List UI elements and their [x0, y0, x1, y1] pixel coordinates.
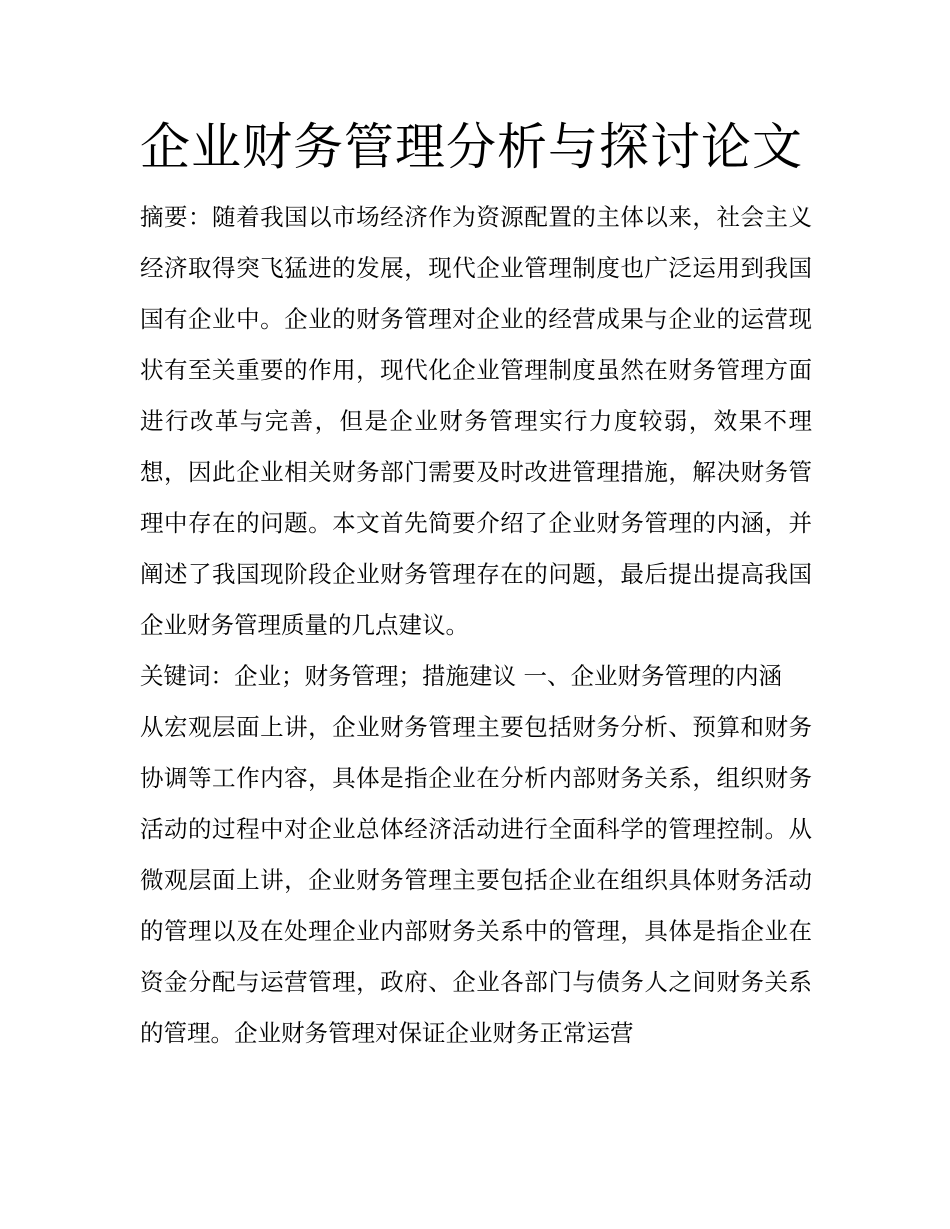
body-paragraph: 从宏观层面上讲，企业财务管理主要包括财务分析、预算和财务协调等工作内容，具体是指企业在分析内部财务关系，组织财务活动的过程中对企业总体经济活动进行全面科学的管理控制。从微观层面上讲，企业财务管理主要包括企业在组织具体财务活动的管理以及在处理企业内部财务关系中的管理，具体是指企业在资金分配与运营管理，政府、企业各部门与债务人之间财务关系的管理。企业财务管理对保证企业财务正常运营 [140, 713, 812, 1047]
document-page [140, 112, 812, 1059]
document-title: 企业财务管理分析与探讨论文 [140, 118, 803, 176]
keywords-and-section-heading: 关键词：企业；财务管理；措施建议 一、企业财务管理的内涵 [140, 662, 782, 690]
abstract-paragraph: 摘要：随着我国以市场经济作为资源配置的主体以来，社会主义经济取得突飞猛进的发展，现代企业管理制度也广泛运用到我国国有企业中。企业的财务管理对企业的经营成果与企业的运营现状有至关重要的作用，现代化企业管理制度虽然在财务管理方面进行改革与完善，但是企业财务管理实行力度较弱，效果不理想，因此企业相关财务部门需要及时改进管理措施，解决财务管理中存在的问题。本文首先简要介绍了企业财务管理的内涵，并阐述了我国现阶段企业财务管理存在的问题，最后提出提高我国企业财务管理质量的几点建议。 [140, 203, 812, 639]
